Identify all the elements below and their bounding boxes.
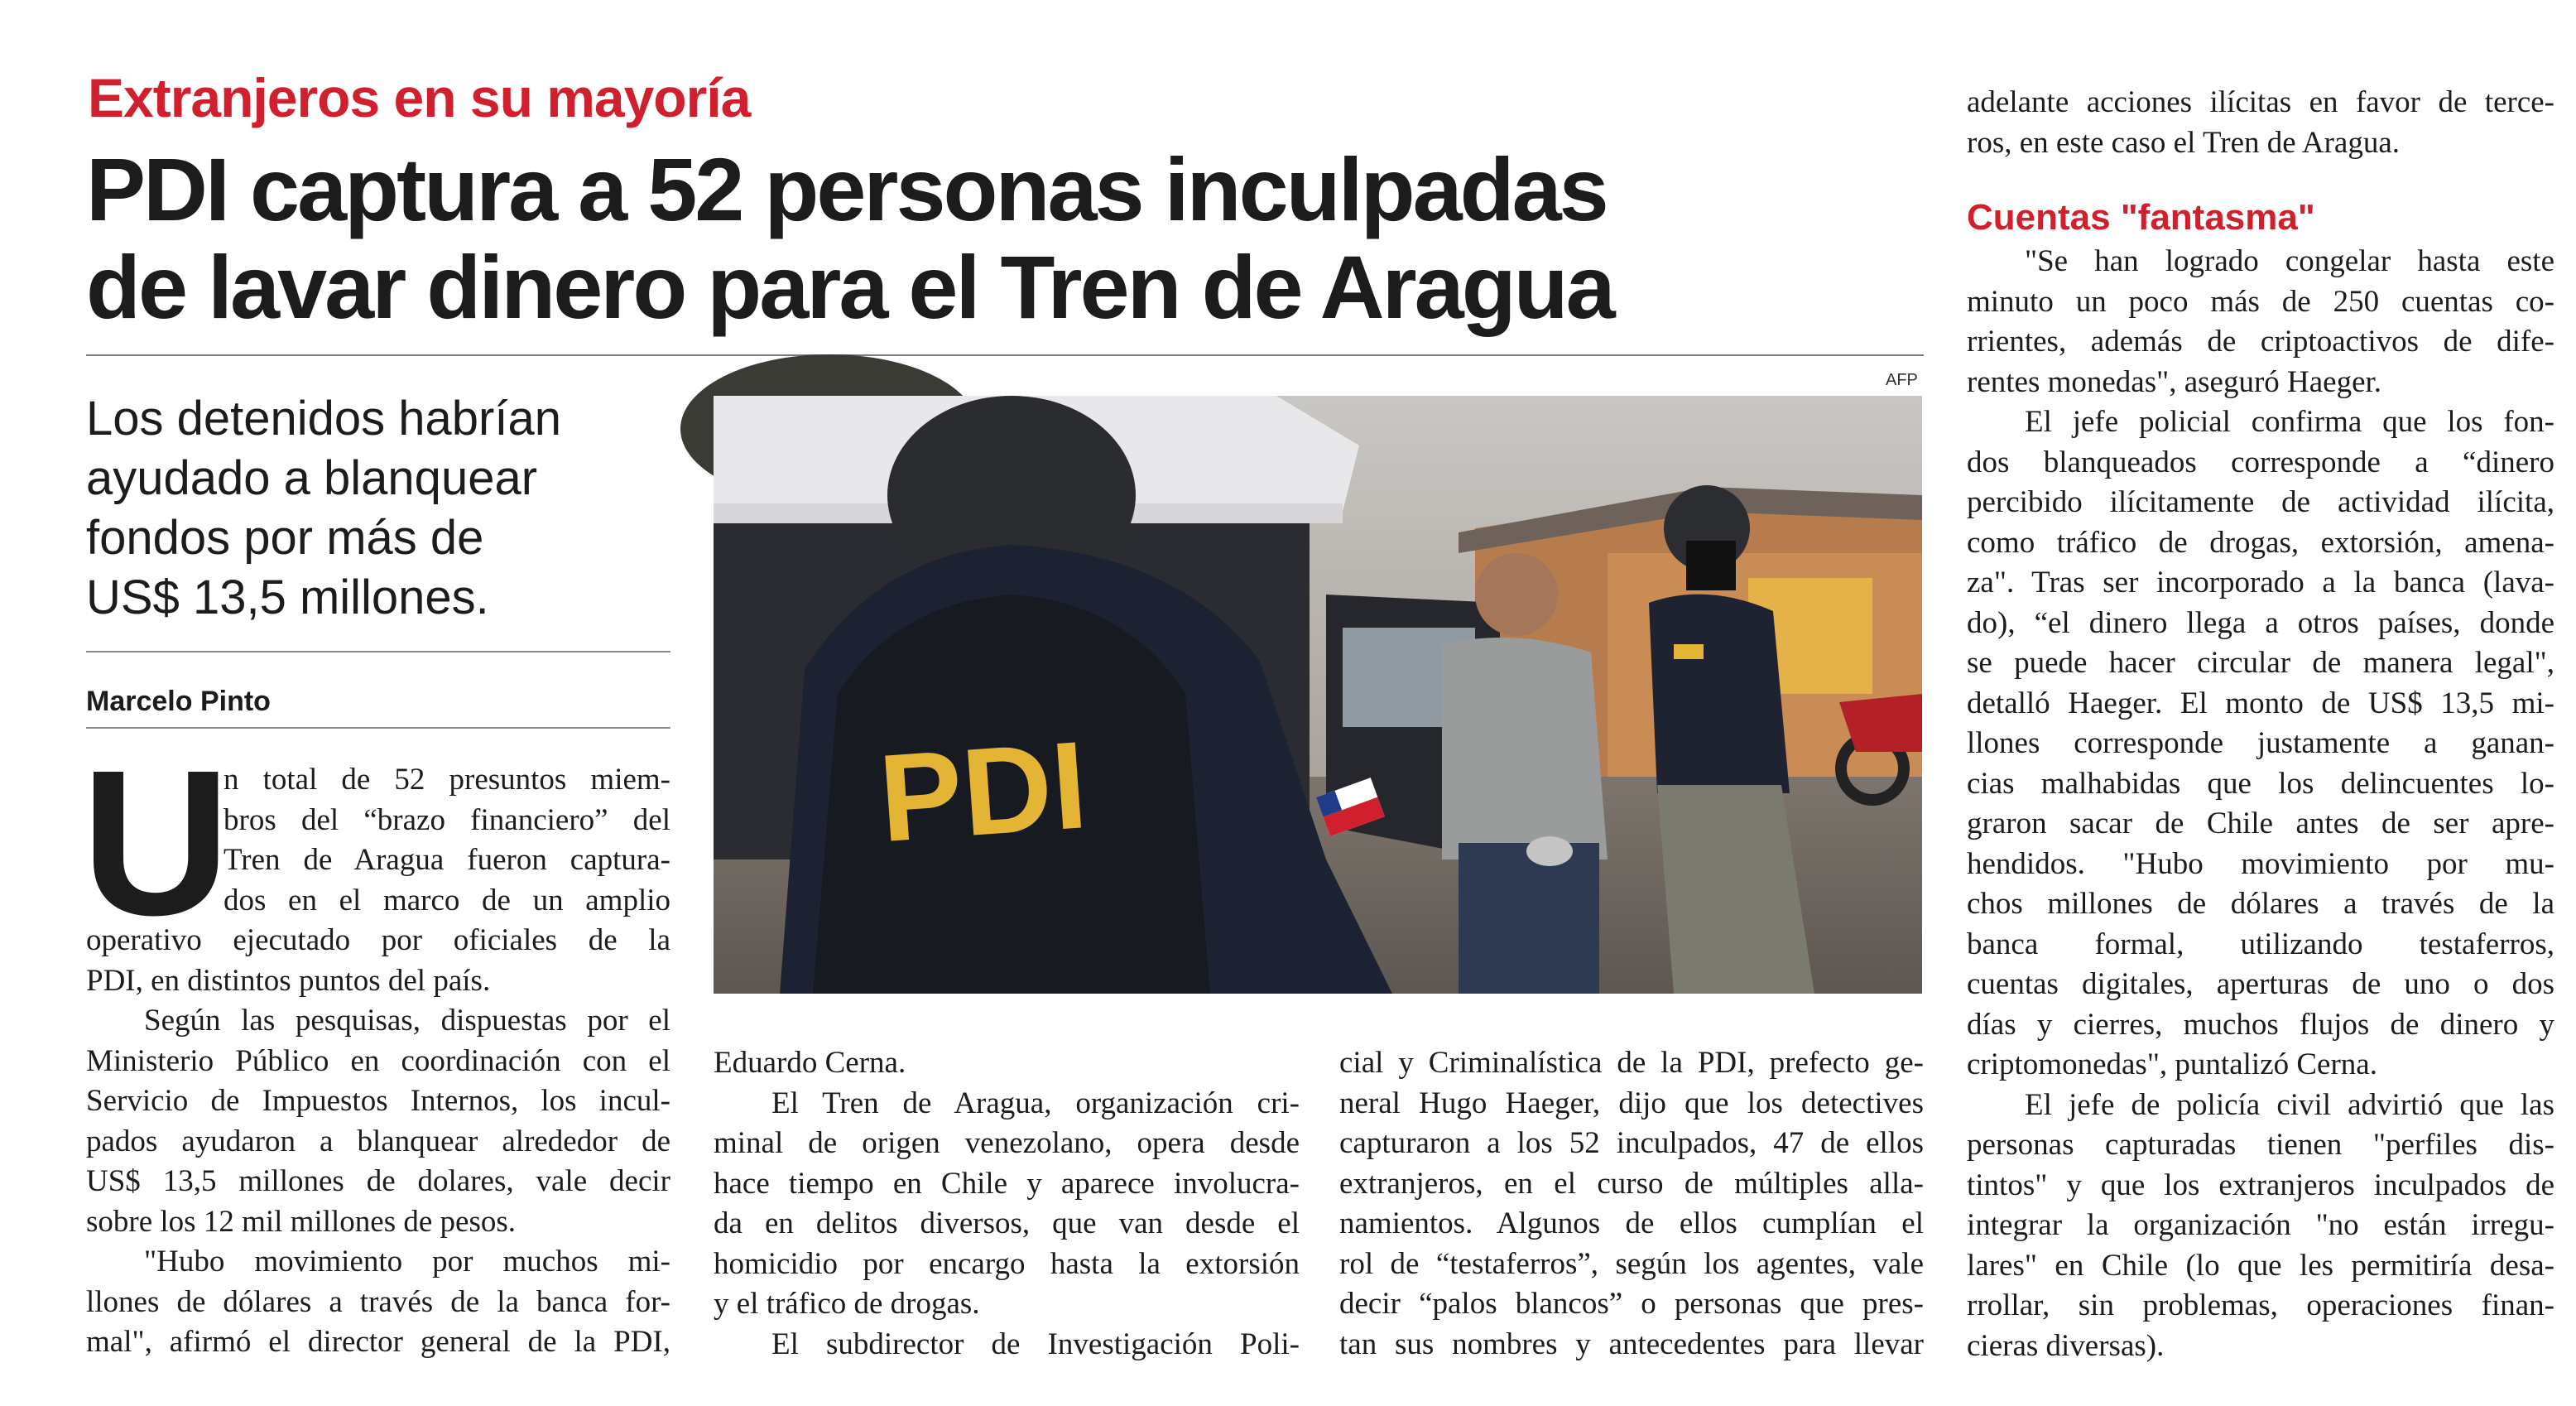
body-line: do), “el dinero llega a otros países, donde bbox=[1967, 605, 2554, 640]
kicker: Extranjeros en su mayoría bbox=[88, 67, 751, 128]
body-line: da en delitos diversos, que van desde el bbox=[714, 1206, 1300, 1240]
body-line: se puede hacer circular de manera legal", bbox=[1967, 646, 2554, 680]
photo-illustration bbox=[714, 396, 1922, 994]
body-line: personas capturadas tienen "perfiles dis- bbox=[1967, 1128, 2554, 1162]
body-line: chos millones de dólares a través de la bbox=[1967, 887, 2554, 921]
body-line: sobre los 12 mil millones de pesos. bbox=[86, 1204, 516, 1239]
body-line: y el tráfico de drogas. bbox=[714, 1287, 980, 1321]
body-line: llones corresponde justamente a ganan- bbox=[1967, 726, 2554, 760]
body-line: El jefe policial confirma que los fon- bbox=[2025, 405, 2554, 439]
body-line: llones de dólares a través de la banca for- bbox=[86, 1284, 670, 1319]
body-line: "Hubo movimiento por muchos mi- bbox=[144, 1245, 670, 1278]
body-line: minuto un poco más de 250 cuentas co- bbox=[1967, 284, 2554, 319]
deck-rule bbox=[86, 651, 670, 652]
subheading: Cuentas "fantasma" bbox=[1967, 197, 2315, 238]
deck-line: US$ 13,5 millones. bbox=[86, 571, 489, 624]
body-line: dos blanqueados corresponde a “dinero bbox=[1967, 445, 2554, 479]
byline: Marcelo Pinto bbox=[86, 686, 271, 717]
body-line: integrar la organización "no están irregu- bbox=[1967, 1208, 2554, 1242]
body-line: operativo ejecutado por oficiales de la bbox=[86, 923, 670, 957]
dropcap-letter: U bbox=[81, 727, 231, 958]
body-line: capturaron a los 52 inculpados, 47 de ellos bbox=[1339, 1126, 1924, 1160]
deck-line: fondos por más de bbox=[86, 511, 484, 565]
body-line: cial y Criminalística de la PDI, prefecto ge- bbox=[1339, 1046, 1924, 1080]
body-line: detalló Haeger. El monto de US$ 13,5 mi- bbox=[1967, 686, 2554, 720]
body-line: Ministerio Público en coordinación con el bbox=[86, 1043, 670, 1078]
vest-lettering: PDI bbox=[874, 715, 1092, 869]
body-line: US$ 13,5 millones de dolares, vale decir bbox=[86, 1164, 670, 1198]
column-2 bbox=[714, 1043, 1300, 1365]
body-line: percibido ilícitamente de actividad ilícita, bbox=[1967, 485, 2554, 519]
body-line: minal de origen venezolano, opera desde bbox=[714, 1126, 1300, 1160]
body-line: El jefe de policía civil advirtió que las bbox=[2025, 1087, 2554, 1122]
column-1 bbox=[86, 760, 670, 1363]
body-line: criptomonedas", puntalizó Cerna. bbox=[1967, 1047, 2377, 1081]
headline-line: PDI captura a 52 personas inculpadas bbox=[86, 139, 1607, 239]
body-line: rentes monedas", aseguró Haeger. bbox=[1967, 364, 2382, 399]
body-line: rrientes, además de criptoactivos de dife- bbox=[1967, 325, 2554, 359]
body-line: rrollar, sin problemas, operaciones finan- bbox=[1967, 1288, 2554, 1322]
deck bbox=[86, 389, 682, 628]
body-line: Según las pesquisas, dispuestas por el bbox=[144, 1004, 670, 1038]
body-line: Tren de Aragua fueron captura- bbox=[223, 843, 670, 877]
body-line: decir “palos blancos” o personas que pres- bbox=[1339, 1287, 1924, 1321]
body-line: adelante acciones ilícitas en favor de terce- bbox=[1967, 85, 2554, 119]
body-line: lares" en Chile (lo que les permitiría desa- bbox=[1967, 1248, 2554, 1283]
article-photo bbox=[714, 396, 1922, 994]
body-line: extranjeros, en el curso de múltiples alla- bbox=[1339, 1166, 1924, 1201]
body-line: n total de 52 presuntos miem- bbox=[223, 763, 670, 797]
body-line: cias malhabidas que los delincuentes lo- bbox=[1967, 766, 2554, 801]
body-line: namientos. Algunos de ellos cumplían el bbox=[1339, 1206, 1924, 1240]
body-line: homicidio por encargo hasta la extorsión bbox=[714, 1246, 1300, 1281]
body-line: "Se han logrado congelar hasta este bbox=[2025, 244, 2554, 278]
body-line: El Tren de Aragua, organización cri- bbox=[771, 1086, 1300, 1120]
column-1-lead bbox=[223, 760, 670, 921]
body-line: tintos" y que los extranjeros inculpados de bbox=[1967, 1168, 2554, 1202]
body-line: mal", afirmó el director general de la PDI, bbox=[86, 1325, 670, 1359]
body-line: El subdirector de Investigación Poli- bbox=[771, 1327, 1300, 1361]
body-line: za". Tras ser incorporado a la banca (lava- bbox=[1967, 566, 2554, 599]
body-line: ros, en este caso el Tren de Aragua. bbox=[1967, 125, 2401, 160]
column-4-continued bbox=[1967, 242, 2554, 1366]
body-line: días y cierres, muchos flujos de dinero y bbox=[1967, 1007, 2554, 1042]
body-line: hendidos. "Hubo movimiento por mu- bbox=[1967, 846, 2554, 881]
deck-line: ayudado a blanquear bbox=[86, 451, 538, 505]
body-line: neral Hugo Haeger, dijo que los detectives bbox=[1339, 1086, 1924, 1120]
photo-credit: AFP bbox=[1886, 371, 1918, 389]
body-line: Eduardo Cerna. bbox=[714, 1046, 906, 1080]
body-line: como tráfico de drogas, extorsión, amena- bbox=[1967, 525, 2554, 560]
body-line: dos en el marco de un amplio bbox=[223, 883, 670, 917]
body-line: hace tiempo en Chile y aparece involucra- bbox=[714, 1166, 1300, 1201]
body-line: graron sacar de Chile antes de ser apre- bbox=[1967, 807, 2554, 840]
deck-line: Los detenidos habrían bbox=[86, 392, 561, 445]
column-4 bbox=[1967, 83, 2554, 163]
headline-rule bbox=[86, 354, 1924, 356]
column-3 bbox=[1339, 1043, 1924, 1365]
body-line: cuentas digitales, aperturas de uno o dos bbox=[1967, 967, 2554, 1001]
body-line: pados ayudaron a blanquear alrededor de bbox=[86, 1124, 670, 1158]
body-line: banca formal, utilizando testaferros, bbox=[1967, 927, 2554, 961]
body-line: cieras diversas). bbox=[1967, 1328, 2165, 1363]
body-line: bros del “brazo financiero” del bbox=[223, 802, 670, 837]
body-line: rol de “testaferros”, según los agentes, vale bbox=[1339, 1246, 1924, 1281]
body-line: PDI, en distintos puntos del país. bbox=[86, 963, 491, 998]
headline bbox=[86, 141, 1866, 336]
body-line: tan sus nombres y antecedentes para llevar bbox=[1339, 1327, 1924, 1361]
body-line: Servicio de Impuestos Internos, los incul- bbox=[86, 1084, 670, 1118]
headline-line: de lavar dinero para el Tren de Aragua bbox=[86, 237, 1613, 337]
